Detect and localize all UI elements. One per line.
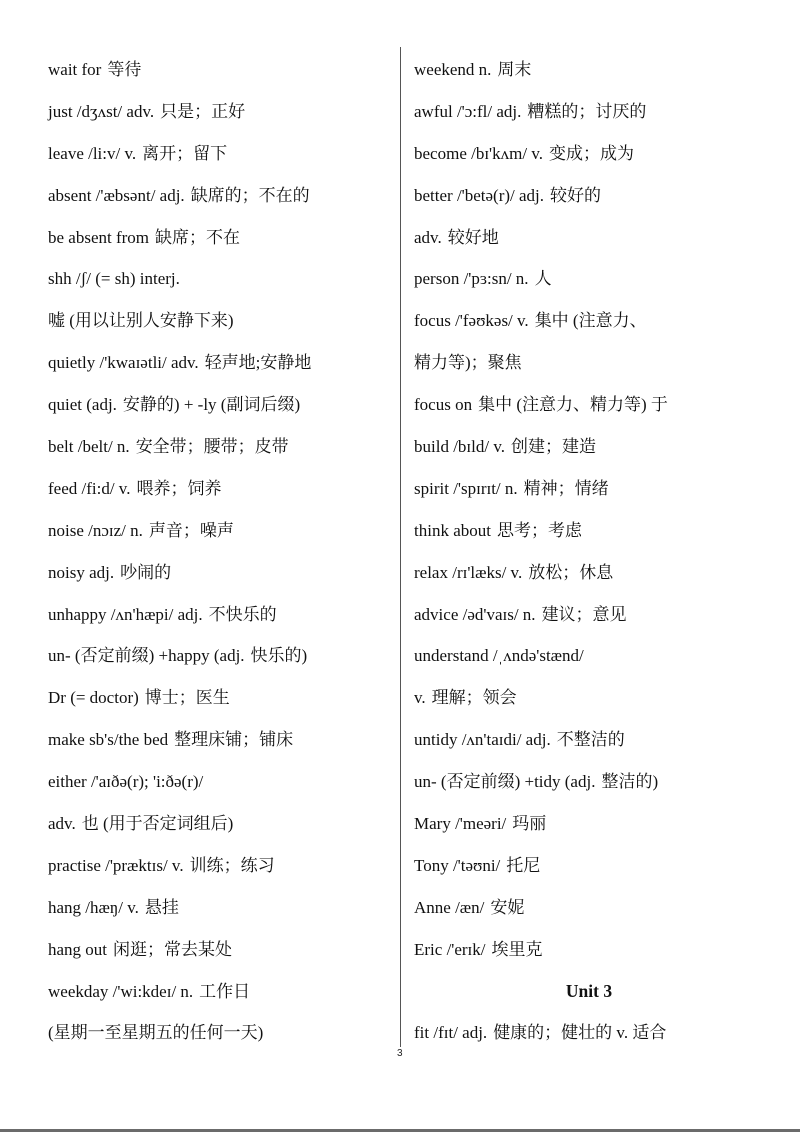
entry-chinese: 快乐的): [250, 646, 308, 666]
entry-chinese: 缺席；不在: [155, 227, 241, 247]
vocab-entry: [48, 384, 398, 426]
entry-chinese: 轻声地;安静地: [204, 353, 312, 373]
entry-chinese: 也 (用于否定词组后): [81, 814, 234, 834]
vocab-entry: [414, 803, 764, 845]
entry-chinese: 托尼: [506, 855, 541, 875]
vocab-entry-continuation: [414, 217, 764, 259]
vocab-entry: [414, 175, 764, 217]
vocab-entry: [48, 719, 398, 761]
vocab-entry-continuation: [48, 1012, 398, 1054]
vocab-entry: [48, 677, 398, 719]
entry-english: better /'betə(r)/ adj.: [414, 185, 545, 205]
entry-english: hang out: [48, 939, 108, 959]
entry-chinese: 放松；休息: [528, 562, 614, 582]
vocab-entry: [414, 845, 764, 887]
entry-english: advice /əd'vaɪs/ n.: [414, 604, 536, 624]
entry-english: weekend n.: [414, 60, 492, 79]
entry-chinese: 博士；医生: [144, 688, 230, 708]
entry-english: become /bɪ'kʌm/ v.: [414, 143, 543, 163]
entry-chinese: 建议；意见: [541, 604, 627, 624]
vocabulary-column-right: [414, 49, 764, 1054]
vocab-entry: [48, 468, 398, 510]
entry-chinese: 糟糕的；讨厌的: [527, 101, 647, 121]
entry-chinese: 声音；噪声: [148, 520, 234, 540]
vocab-entry-continuation: [48, 300, 398, 342]
vocab-entry: [414, 426, 764, 468]
vocab-entry: [414, 635, 764, 677]
entry-english: Dr (= doctor): [48, 688, 139, 708]
page-number: 3: [397, 1048, 403, 1059]
entry-english: un- (否定前缀) +happy (adj.: [48, 646, 245, 666]
entry-chinese: 安全带；腰带；皮带: [135, 437, 289, 457]
vocab-entry: [48, 845, 398, 887]
entry-english: spirit /'spɪrɪt/ n.: [414, 478, 518, 498]
vocab-entry: [48, 971, 398, 1013]
entry-chinese: 等待: [107, 60, 142, 79]
entry-english: think about: [414, 520, 491, 540]
vocab-entry: [48, 552, 398, 594]
entry-chinese: 缺席的；不在的: [190, 185, 310, 205]
vocab-entry: [48, 761, 398, 803]
entry-chinese: 嘘 (用以让别人安静下来): [48, 311, 234, 331]
entry-english: make sb's/the bed: [48, 730, 169, 750]
vocab-entry: [414, 510, 764, 552]
vocab-entry: [48, 91, 398, 133]
entry-chinese: 喂养；饲养: [136, 478, 222, 498]
entry-english: build /bɪld/ v.: [414, 437, 505, 457]
vocab-entry: [48, 635, 398, 677]
entry-english: untidy /ʌn'taɪdi/ adj.: [414, 730, 551, 750]
entry-chinese: 工作日: [199, 981, 251, 1001]
vocab-entry: [48, 258, 398, 300]
entry-chinese: 吵闹的: [120, 562, 172, 582]
entry-english: v.: [414, 688, 426, 708]
vocab-entry: [48, 49, 398, 91]
entry-english: focus on: [414, 395, 473, 415]
entry-chinese: 整理床铺；铺床: [174, 730, 294, 750]
entry-english: weekday /'wi:kdeɪ/ n.: [48, 981, 194, 1001]
entry-chinese: 较好的: [550, 185, 602, 205]
entry-english: awful /'ɔ:fl/ adj.: [414, 101, 522, 121]
entry-chinese: 安妮: [490, 897, 525, 917]
vocab-entry: [414, 258, 764, 300]
entry-english: belt /belt/ n.: [48, 437, 130, 457]
entry-chinese: 精神；情绪: [523, 478, 609, 498]
vocab-entry: [414, 384, 764, 426]
vocab-entry: [48, 217, 398, 259]
entry-chinese: 离开；留下: [142, 143, 228, 163]
vocab-entry: [414, 468, 764, 510]
entry-english: Tony /'təʊni/: [414, 855, 501, 875]
entry-english: shh /ʃ/ (= sh) interj.: [48, 269, 180, 289]
entry-chinese: 集中 (注意力、精力等) 于: [478, 395, 668, 415]
entry-english: Anne /æn/: [414, 897, 485, 917]
vocab-entry-continuation: [48, 803, 398, 845]
vocab-entry: [414, 929, 764, 971]
vocab-entry: [48, 510, 398, 552]
vocabulary-column-left: [48, 49, 398, 1054]
vocab-entry: [48, 594, 398, 636]
entry-chinese: 健康的；健壮的 v. 适合: [493, 1023, 667, 1043]
vocab-entry: [414, 49, 764, 91]
vocab-entry: [414, 91, 764, 133]
entry-chinese: 集中 (注意力、: [534, 311, 647, 331]
entry-english: unhappy /ʌn'hæpi/ adj.: [48, 604, 203, 624]
entry-english: person /'pɜ:sn/ n.: [414, 269, 529, 289]
entry-chinese: 较好地: [447, 227, 499, 247]
vocab-entry: [414, 594, 764, 636]
entry-chinese: 悬挂: [144, 897, 179, 917]
entry-chinese: 人: [534, 269, 552, 289]
entry-english: relax /rɪ'læks/ v.: [414, 562, 523, 582]
entry-english: Eric /'erɪk/: [414, 939, 486, 959]
vocab-entry: [414, 133, 764, 175]
unit-heading: Unit 3: [565, 980, 613, 1001]
entry-chinese: 思考；考虑: [496, 520, 582, 540]
entry-chinese: 理解；领会: [431, 688, 517, 708]
entry-english: un- (否定前缀) +tidy (adj.: [414, 772, 596, 792]
entry-chinese: 训练；练习: [189, 855, 275, 875]
vocab-entry: [48, 887, 398, 929]
vocab-entry: [414, 1012, 764, 1054]
vocab-entry: [48, 133, 398, 175]
vocab-entry-continuation: [414, 677, 764, 719]
vocab-entry: [414, 300, 764, 342]
entry-english: noisy adj.: [48, 562, 115, 582]
entry-chinese: (星期一至星期五的任何一天): [48, 1023, 264, 1043]
entry-english: noise /nɔɪz/ n.: [48, 520, 143, 540]
entry-english: hang /hæŋ/ v.: [48, 897, 139, 917]
vocab-entry: [48, 175, 398, 217]
entry-english: understand /ˌʌndə'stænd/: [414, 646, 584, 666]
column-divider: [400, 47, 401, 1047]
vocab-entry: [414, 719, 764, 761]
entry-chinese: 周末: [497, 60, 532, 79]
entry-english: just /dʒʌst/ adv.: [48, 101, 155, 121]
entry-english: focus /'fəʊkəs/ v.: [414, 311, 529, 331]
entry-chinese: 创建；建造: [511, 437, 596, 457]
entry-chinese: 不整洁的: [556, 730, 625, 750]
entry-english: fit /fɪt/ adj.: [414, 1023, 488, 1043]
entry-chinese: 安静的) + -ly (副词后缀): [122, 395, 301, 415]
vocab-entry: [414, 761, 764, 803]
entry-chinese: 整洁的): [601, 772, 659, 792]
entry-chinese: 变成；成为: [548, 143, 634, 163]
entry-english: be absent from: [48, 227, 150, 247]
vocab-entry: [48, 929, 398, 971]
entry-chinese: 不快乐的: [208, 604, 277, 624]
entry-english: feed /fi:d/ v.: [48, 478, 131, 498]
entry-english: Mary /'meəri/: [414, 814, 507, 834]
entry-english: absent /'æbsənt/ adj.: [48, 185, 185, 205]
entry-chinese: 埃里克: [491, 939, 543, 959]
entry-english: quietly /'kwaɪətli/ adv.: [48, 353, 199, 373]
entry-chinese: 只是；正好: [160, 101, 246, 121]
vocab-entry: [414, 887, 764, 929]
vocab-entry: [414, 552, 764, 594]
vocab-entry-continuation: [414, 342, 764, 384]
vocab-entry: [48, 342, 398, 384]
entry-english: adv.: [414, 227, 442, 247]
entry-chinese: 玛丽: [512, 814, 547, 834]
vocab-entry: [48, 426, 398, 468]
entry-english: practise /'præktɪs/ v.: [48, 855, 184, 875]
entry-english: wait for: [48, 60, 102, 79]
entry-english: quiet (adj.: [48, 395, 117, 415]
entry-chinese: 闲逛；常去某处: [113, 939, 233, 959]
entry-chinese: 精力等)；聚焦: [414, 353, 522, 373]
entry-english: either /'aɪðə(r); 'i:ðə(r)/: [48, 772, 204, 792]
entry-english: leave /li:v/ v.: [48, 143, 137, 163]
entry-english: adv.: [48, 814, 76, 834]
